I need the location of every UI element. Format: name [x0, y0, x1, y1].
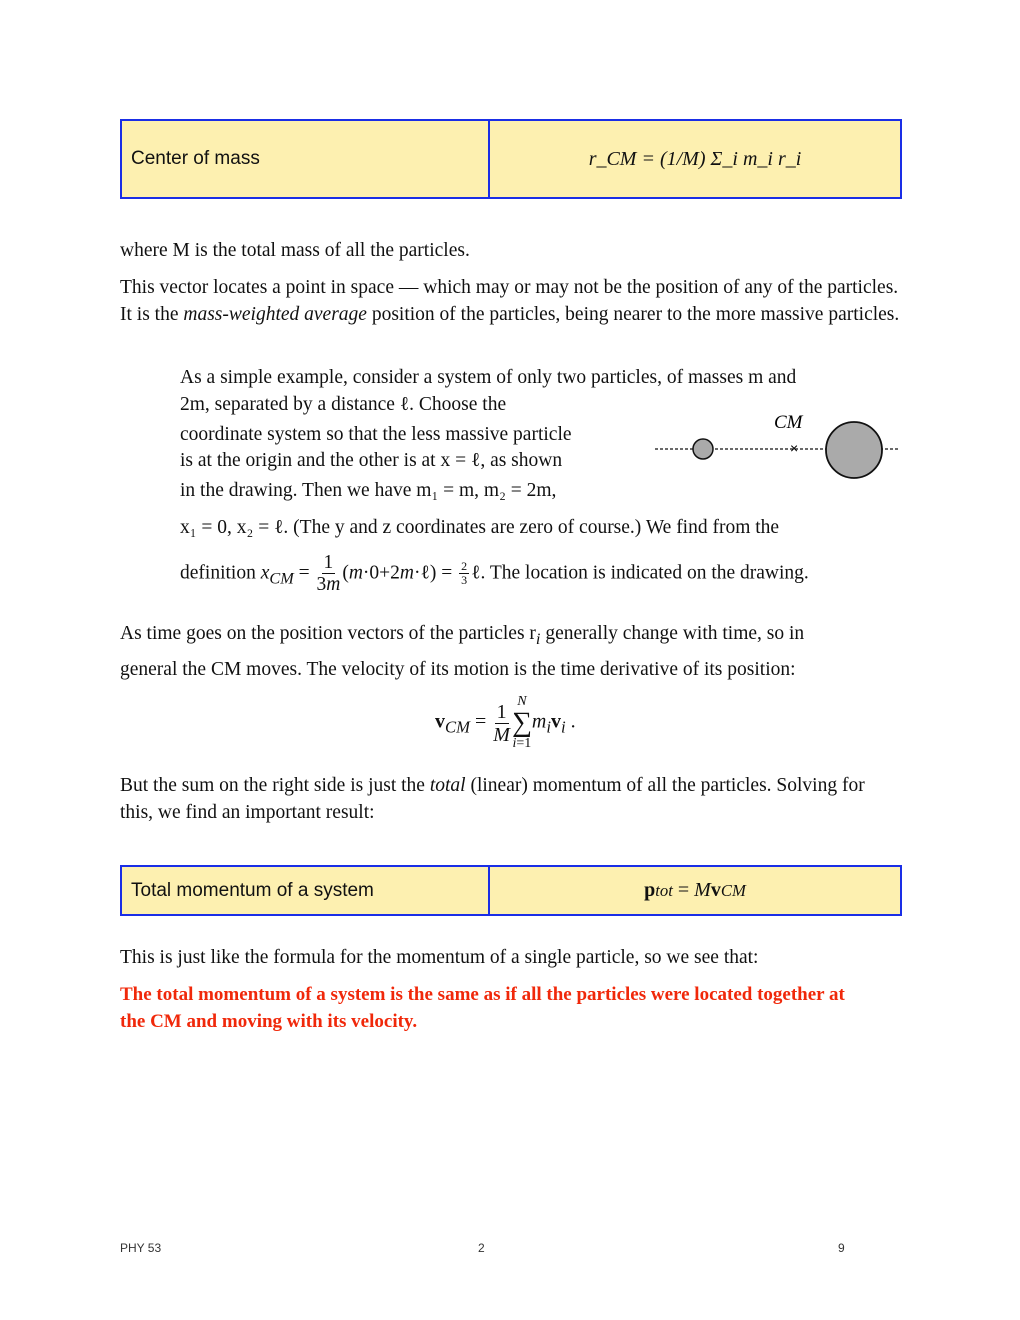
example-line: x₁ = 0, x₂ = ℓ. (The y and z coordinates are zero of course.) We find from the [180, 517, 780, 538]
example-line: As a simple example, consider a system of only two particles, of masses m and [180, 367, 797, 388]
example-line: is at the origin and the other is at x = ℓ, as shown [180, 450, 563, 471]
footer-right: 9 [838, 1241, 845, 1255]
center-of-mass-box [120, 119, 902, 199]
example-line: in the drawing. Then we have m₁ = m, m₂ = 2m, [180, 480, 557, 501]
large-particle [826, 422, 882, 478]
example-line: coordinate system so that the less massive particle [180, 424, 572, 445]
paragraph: This vector locates a point in space — which may or may not be the position of any of the particles. It is the mass-weighted average position of the particles, being nearer to the more massive particles. [120, 277, 900, 325]
footer-center: 2 [478, 1241, 485, 1255]
paragraph: As time goes on the position vectors of the particles $r_i$ generally change with time, so in [120, 623, 805, 648]
cm-marker: × [790, 440, 799, 456]
footer-left: PHY 53 [120, 1241, 162, 1255]
conclusion-text: The total momentum of a system is the same as if all the particles were located together at the CM and moving with its velocity. [120, 984, 845, 1032]
example-line: 2m, separated by a distance ℓ. Choose the [180, 394, 507, 415]
total-momentum-box [120, 865, 902, 916]
cm-label: CM [774, 412, 803, 433]
total-momentum-formula: p tot = M v CM [644, 879, 746, 901]
example-line: definition $x_{CM}$ = $\frac{1}{3m}$ (m·0+2m·ℓ) = $\frac{2}{3}$ ℓ. The location is indicated on the drawing. [180, 552, 809, 596]
center-of-mass-formula [490, 121, 900, 197]
paragraph: But the sum on the right side is just the total (linear) momentum of all the particles. Solving for this, we find an important result: [120, 775, 865, 823]
paragraph: general the CM moves. The velocity of its motion is the time derivative of its position: [120, 659, 796, 680]
two-particle-drawing [650, 405, 905, 485]
velocity-formula: $v_{CM}$ = $\frac{1}{M}$ N ∑ i=1 $m_iv_i$ . [435, 694, 576, 751]
small-particle [693, 439, 713, 459]
box-label: Center of mass [122, 121, 490, 197]
paragraph: This is just like the formula for the momentum of a single particle, so we see that: [120, 947, 759, 968]
formula-text: r_CM = (1/M) Σ_i m_i r_i [588, 147, 802, 170]
paragraph: where M is the total mass of all the particles. [120, 240, 470, 261]
box-label: Total momentum of a system [122, 867, 490, 914]
